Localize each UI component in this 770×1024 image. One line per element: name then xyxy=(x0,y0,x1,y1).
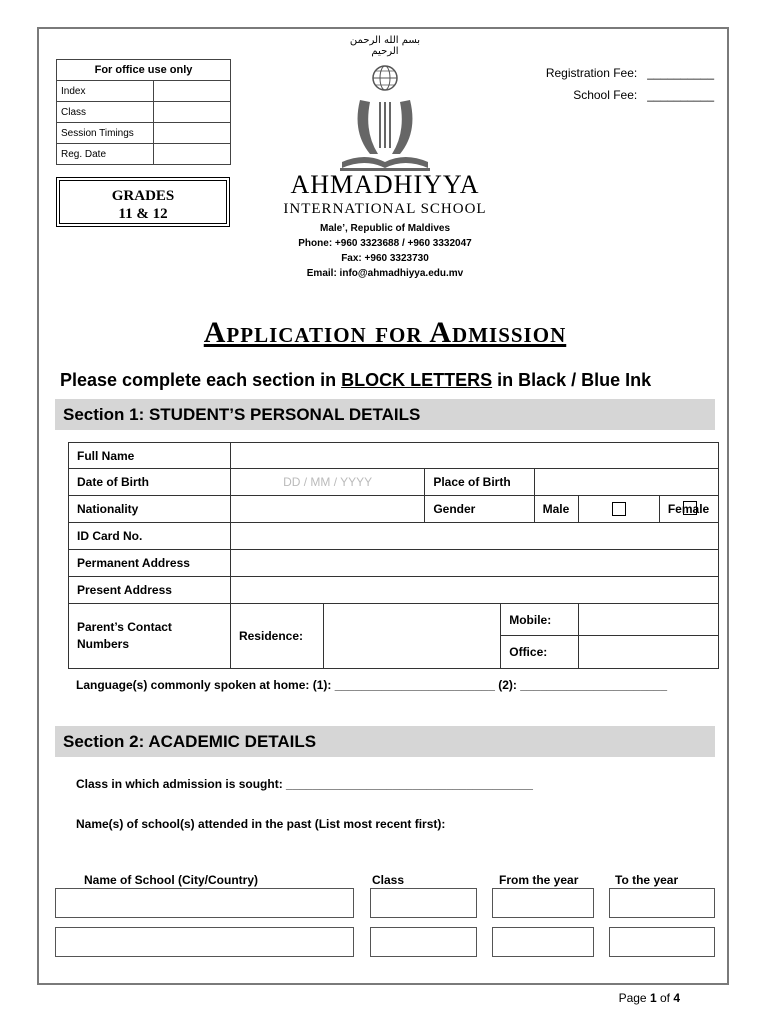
office-row-label: Class xyxy=(57,102,154,123)
female-checkbox[interactable] xyxy=(683,501,697,515)
dob-field[interactable]: DD / MM / YYYY xyxy=(230,469,424,496)
school-to-field[interactable] xyxy=(609,888,715,918)
place-of-birth-label: Place of Birth xyxy=(425,469,534,496)
school-class-field[interactable] xyxy=(370,927,477,957)
residence-label: Residence: xyxy=(230,604,323,669)
bismillah-calligraphy: بسم الله الرحمن الرحيم xyxy=(349,35,421,57)
school-from-field[interactable] xyxy=(492,927,594,957)
fees-block xyxy=(546,62,714,106)
gender-label: Gender xyxy=(425,496,534,523)
permanent-address-field[interactable] xyxy=(230,550,718,577)
school-name-subtitle: INTERNATIONAL SCHOOL xyxy=(283,201,487,217)
grades-label: GRADES xyxy=(111,188,175,204)
grades-range: 11 & 12 xyxy=(118,206,168,222)
office-row-label: Reg. Date xyxy=(57,144,154,165)
page-number: Page 1 of 4 xyxy=(618,991,680,1005)
registration-fee-field[interactable]: __________ xyxy=(647,66,714,80)
female-label: Female xyxy=(659,496,718,523)
office-use-table xyxy=(56,59,231,165)
male-checkbox[interactable] xyxy=(578,496,659,523)
grades-box xyxy=(56,177,230,227)
school-to-field[interactable] xyxy=(609,927,715,957)
dob-label: Date of Birth xyxy=(69,469,231,496)
office-use-header: For office use only xyxy=(57,60,231,81)
office-session-field[interactable] xyxy=(154,123,231,144)
school-name xyxy=(265,170,505,218)
personal-details-table xyxy=(68,442,719,669)
school-phone: Phone: +960 3323688 / +960 3332047 xyxy=(298,238,472,249)
schools-attended-label: Name(s) of school(s) attended in the past (List most recent first): xyxy=(76,817,446,831)
school-email: Email: info@ahmadhiyya.edu.mv xyxy=(306,268,464,279)
section2-heading: Section 2: ACADEMIC DETAILS xyxy=(55,726,715,757)
mobile-label: Mobile: xyxy=(501,604,579,636)
school-contact xyxy=(265,221,505,281)
instructions: Please complete each section in BLOCK LETTERS in Black / Blue Ink xyxy=(60,370,652,390)
section1-heading: Section 1: STUDENT’S PERSONAL DETAILS xyxy=(55,399,715,430)
office-class-field[interactable] xyxy=(154,102,231,123)
id-card-field[interactable] xyxy=(230,523,718,550)
full-name-label: Full Name xyxy=(69,443,231,469)
mobile-field[interactable] xyxy=(578,604,718,636)
school-name-main: AHMADHIYYA xyxy=(290,170,480,199)
residence-field[interactable] xyxy=(324,604,501,669)
page-title: Application for Admission xyxy=(203,316,567,349)
language-line[interactable]: Language(s) commonly spoken at home: (1): ________________________ (2): ______________________ xyxy=(76,678,668,692)
place-of-birth-field[interactable] xyxy=(534,469,718,496)
class-sought-line[interactable]: Class in which admission is sought: _____________________________________ xyxy=(76,777,533,791)
school-class-field[interactable] xyxy=(370,888,477,918)
office-row-label: Session Timings xyxy=(57,123,154,144)
registration-fee-label: Registration Fee: xyxy=(545,66,638,80)
nationality-field[interactable] xyxy=(230,496,424,523)
col-to-header: To the year xyxy=(615,873,679,887)
office-regdate-field[interactable] xyxy=(154,144,231,165)
col-school-header: Name of School (City/Country) xyxy=(84,873,259,887)
school-fee-label: School Fee: xyxy=(573,88,638,102)
school-name-field[interactable] xyxy=(55,888,354,918)
present-address-label: Present Address xyxy=(69,577,231,604)
nationality-label: Nationality xyxy=(69,496,231,523)
school-fee-field[interactable]: __________ xyxy=(647,88,714,102)
col-from-header: From the year xyxy=(499,873,579,887)
id-card-label: ID Card No. xyxy=(69,523,231,550)
parent-contact-label: Parent’s Contact Numbers xyxy=(69,604,231,669)
school-logo-icon xyxy=(330,62,440,174)
full-name-field[interactable] xyxy=(230,443,718,469)
male-label: Male xyxy=(534,496,578,523)
school-fax: Fax: +960 3323730 xyxy=(341,253,429,264)
school-name-field[interactable] xyxy=(55,927,354,957)
present-address-field[interactable] xyxy=(230,577,718,604)
school-from-field[interactable] xyxy=(492,888,594,918)
school-address: Male’, Republic of Maldives xyxy=(319,223,451,234)
office-row-label: Index xyxy=(57,81,154,102)
permanent-address-label: Permanent Address xyxy=(69,550,231,577)
office-phone-field[interactable] xyxy=(578,636,718,669)
col-class-header: Class xyxy=(372,873,405,887)
office-index-field[interactable] xyxy=(154,81,231,102)
office-phone-label: Office: xyxy=(501,636,579,669)
